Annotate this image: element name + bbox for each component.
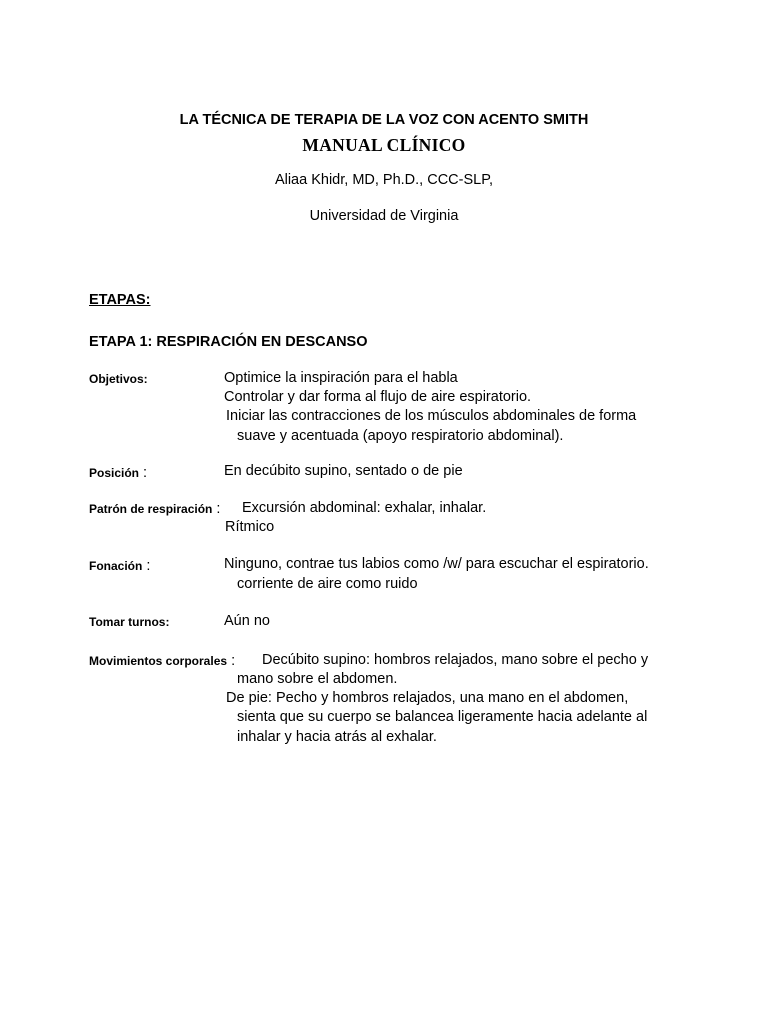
fonacion-line-1: Ninguno, contrae tus labios como /w/ para escuchar el espiratorio. [224,556,649,572]
section-heading: ETAPAS: [89,292,151,308]
objetivos-line-2: Controlar y dar forma al flujo de aire espiratorio. [224,389,532,405]
fonacion-line-2: corriente de aire como ruido [237,576,418,592]
movimientos-separator: : [227,653,236,669]
movimientos-line-3: De pie: Pecho y hombros relajados, una mano en el abdomen, [226,690,629,706]
patron-label-text: Patrón de respiración [89,502,213,516]
movimientos-label-text: Movimientos corporales [89,654,228,668]
posicion-label-text: Posición [89,466,140,480]
movimientos-label [89,653,235,669]
turnos-line-1: Aún no [224,613,270,629]
patron-line-1: Excursión abdominal: exhalar, inhalar. [242,500,487,516]
posicion-line-1: En decúbito supino, sentado o de pie [224,463,463,479]
patron-label [89,501,220,517]
patron-line-2: Rítmico [225,519,275,535]
turnos-label: Tomar turnos: [89,615,170,629]
objetivos-line-3: Iniciar las contracciones de los músculos abdominales de forma [226,408,637,424]
objetivos-line-1: Optimice la inspiración para el habla [224,370,458,386]
document-subtitle: MANUAL CLÍNICO [302,135,466,155]
posicion-separator: : [139,465,148,481]
posicion-label [89,465,147,481]
fonacion-label-text: Fonación [89,559,143,573]
institution-line: Universidad de Virginia [309,208,459,224]
stage-title: ETAPA 1: RESPIRACIÓN EN DESCANSO [89,334,368,350]
movimientos-line-4: sienta que su cuerpo se balancea ligeramente hacia adelante al [237,709,648,725]
movimientos-line-2: mano sobre el abdomen. [237,671,398,687]
objetivos-line-4: suave y acentuada (apoyo respiratorio abdominal). [237,428,564,444]
patron-separator: : [212,501,221,517]
objetivos-label: Objetivos: [89,372,148,386]
movimientos-line-1: Decúbito supino: hombros relajados, mano sobre el pecho y [262,652,649,668]
fonacion-separator: : [142,558,151,574]
movimientos-line-5: inhalar y hacia atrás al exhalar. [237,729,437,745]
author-line: Aliaa Khidr, MD, Ph.D., CCC-SLP, [274,172,494,188]
document-title: LA TÉCNICA DE TERAPIA DE LA VOZ CON ACENTO SMITH [179,112,589,128]
fonacion-label [89,558,150,574]
